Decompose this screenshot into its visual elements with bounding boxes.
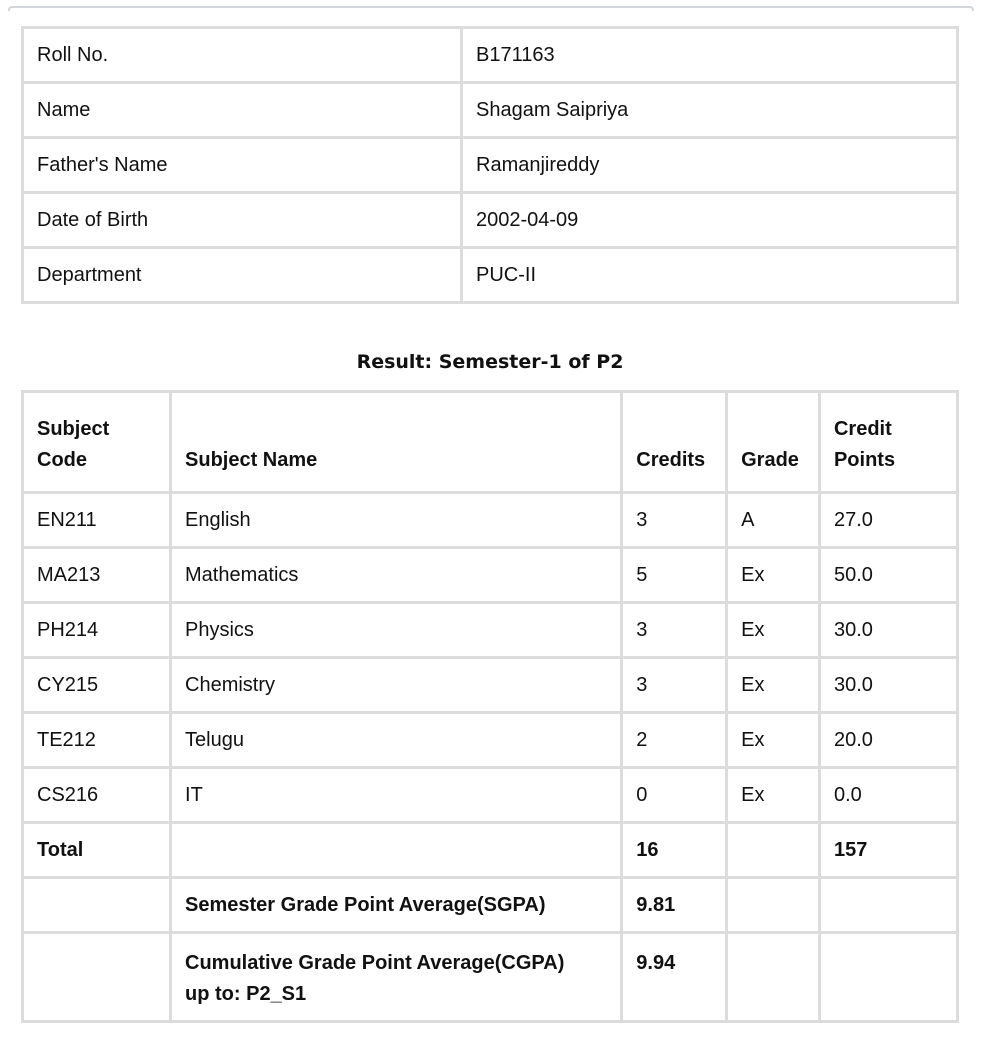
cgpa-label-line2: up to: P2_S1 [185,983,307,1005]
sgpa-value: 9.81 [622,878,727,933]
subject-row [23,768,958,823]
cgpa-label-line1: Cumulative Grade Point Average(CGPA) [185,952,565,974]
subject-row [23,548,958,603]
subject-credits: 3 [622,493,727,548]
total-label: Total [23,823,171,878]
roll-no-label: Roll No. [23,28,462,83]
subject-grade: A [727,493,820,548]
subject-grade: Ex [727,658,820,713]
sgpa-label: Semester Grade Point Average(SGPA) [171,878,622,933]
cgpa-label [171,933,622,1022]
cgpa-empty-grade [727,933,820,1022]
header-credits: Credits [622,392,727,493]
header-subject-code-line1: Subject [37,418,110,440]
subject-code: TE212 [23,713,171,768]
subject-credits: 3 [622,603,727,658]
subject-name: Mathematics [171,548,622,603]
dob-label: Date of Birth [23,193,462,248]
subject-credit-points: 50.0 [819,548,957,603]
subject-code: CY215 [23,658,171,713]
father-name-value: Ramanjireddy [462,138,958,193]
subject-name: Telugu [171,713,622,768]
cgpa-row [23,933,958,1022]
subject-credit-points: 30.0 [819,603,957,658]
subject-credits: 0 [622,768,727,823]
subject-grade: Ex [727,768,820,823]
subject-name: Physics [171,603,622,658]
subject-name: IT [171,768,622,823]
result-table [21,390,959,1023]
subject-row [23,658,958,713]
header-credit-points-line1: Credit [833,418,892,440]
subject-code: PH214 [23,603,171,658]
result-title: Result: Semester-1 of P2 [356,351,624,373]
subject-code: MA213 [23,548,171,603]
cgpa-value: 9.94 [622,933,727,1022]
department-value: PUC-II [462,248,958,303]
subject-row [23,493,958,548]
subject-grade: Ex [727,713,820,768]
subject-credits: 5 [622,548,727,603]
name-label: Name [23,83,462,138]
info-row-dob [23,193,958,248]
subject-credit-points: 30.0 [819,658,957,713]
total-empty-grade [727,823,820,878]
header-credit-points-line2: Points [833,449,896,471]
sgpa-empty-code [23,878,171,933]
student-info-table [21,26,959,304]
subject-code: CS216 [23,768,171,823]
sgpa-row [23,878,958,933]
info-row-father-name [23,138,958,193]
cgpa-empty-code [23,933,171,1022]
cgpa-empty-points [819,933,957,1022]
subject-name: Chemistry [171,658,622,713]
subject-code: EN211 [23,493,171,548]
info-row-roll-no [23,28,958,83]
roll-no-value: B171163 [462,28,958,83]
subject-credit-points: 0.0 [819,768,957,823]
subject-credit-points: 20.0 [819,713,957,768]
header-subject-code-line2: Code [37,449,87,471]
father-name-label: Father's Name [23,138,462,193]
total-credit-points: 157 [819,823,957,878]
subject-credit-points: 27.0 [819,493,957,548]
info-row-department [23,248,958,303]
header-subject-name: Subject Name [171,392,622,493]
subject-grade: Ex [727,548,820,603]
subject-credits: 3 [622,658,727,713]
top-border [8,6,974,11]
subject-row [23,603,958,658]
subject-name: English [171,493,622,548]
total-empty-name [171,823,622,878]
header-credit-points [819,392,957,493]
total-row [23,823,958,878]
info-row-name [23,83,958,138]
name-value: Shagam Saipriya [462,83,958,138]
result-header-row [23,392,958,493]
subject-row [23,713,958,768]
subject-grade: Ex [727,603,820,658]
dob-value: 2002-04-09 [462,193,958,248]
department-label: Department [23,248,462,303]
total-credits: 16 [622,823,727,878]
sgpa-empty-points [819,878,957,933]
sgpa-empty-grade [727,878,820,933]
subject-credits: 2 [622,713,727,768]
header-subject-code [23,392,171,493]
header-grade: Grade [727,392,820,493]
